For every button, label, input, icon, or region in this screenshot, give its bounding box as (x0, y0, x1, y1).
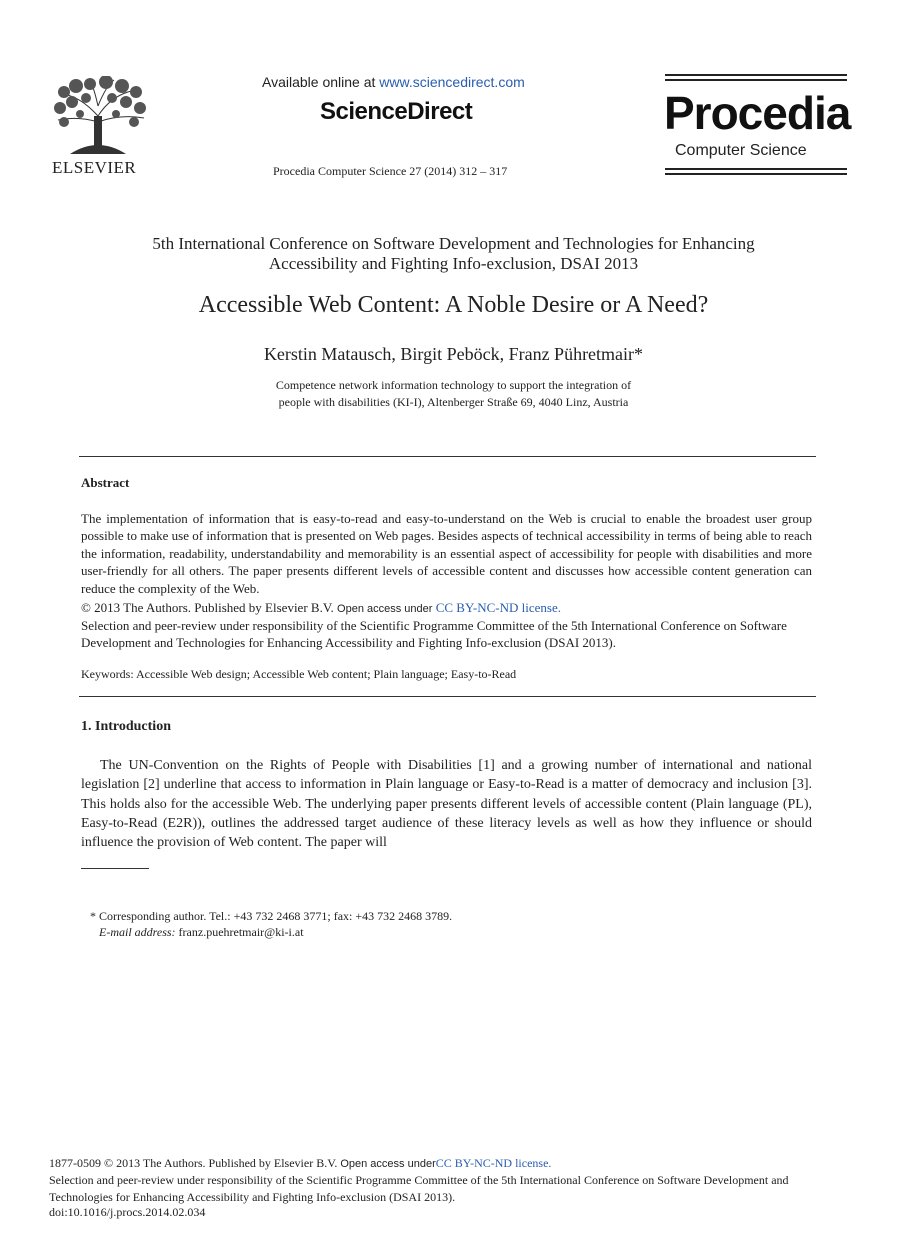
available-prefix: Available online at (262, 74, 380, 90)
affiliation-line-1: Competence network information technology to support the integration of (275, 378, 632, 392)
sciencedirect-brand: ScienceDirect (320, 98, 473, 125)
email-footnote (99, 925, 304, 940)
introduction-body: The UN-Convention on the Rights of People with Disabilities [1] and a growing number of international and national legislation [2] underline that access to information in Plain language or Easy-to-Read is a matter of democracy and inclusion [3]. This holds also for the accessible Web. The underlying paper presents different levels of accessible content (Plain language (PL), Easy-to-Read (E2R)), outlines the addressed target audience of these literacy levels as well as how they influence or should influence the provision of Web content. The paper will (81, 758, 812, 851)
license-link[interactable]: CC BY-NC-ND license. (435, 600, 561, 615)
footer-peer-review: Selection and peer-review under responsibility of the Scientific Programme Committee of the 5th International Conference on Software Development and Technologies for Enhancing Accessibility and Fighting Info-exclusion (DSAI 2013). (49, 1173, 789, 1204)
procedia-wordmark: Procedia (664, 87, 851, 139)
footer-issn-copyright: 1877-0509 © 2013 The Authors. Published by Elsevier B.V. (49, 1156, 338, 1170)
abstract-body: The implementation of information that is easy-to-read and easy-to-understand on the Web is crucial to enable the broadest user group possible to make use of information that is presented on Web pages. Besides aspects of technical accessibility in terms of being able to reach the information, readability, understandability and memorability is an essential aspect of accessibility for people with disabilities and more user-friendly for all others. The paper presents different levels of accessible content and discusses how accessible content generation can reduce the complexity of the Web. (81, 511, 812, 596)
abstract-heading: Abstract (81, 475, 130, 490)
copyright-text: © 2013 The Authors. Published by Elsevier B.V. (81, 600, 334, 615)
available-online-line (262, 74, 525, 90)
keywords: Keywords: Accessible Web design; Accessible Web content; Plain language; Easy-to-Read (81, 667, 517, 681)
footnote-rule (81, 868, 149, 869)
footer-copyright (49, 1156, 551, 1171)
procedia-subtitle: Computer Science (675, 142, 807, 159)
author-list: Kerstin Matausch, Birgit Peböck, Franz Pühretmair* (263, 344, 644, 364)
abstract-top-rule (79, 456, 816, 457)
conference-line-2: Accessibility and Fighting Info-exclusion, DSAI 2013 (268, 254, 639, 273)
footer-license-link[interactable]: CC BY-NC-ND license. (435, 1156, 552, 1170)
peer-review-statement: Selection and peer-review under responsibility of the Scientific Programme Committee of the 5th International Conference on Software Development and Technologies for Enhancing Accessibility and Fighting Info-exclusion (DSAI 2013). (81, 618, 787, 651)
paper-title: Accessible Web Content: A Noble Desire or A Need? (198, 292, 709, 318)
email-address: franz.puehretmair@ki-i.at (178, 925, 304, 939)
elsevier-wordmark: ELSEVIER (52, 158, 137, 177)
footer-doi[interactable]: doi:10.1016/j.procs.2014.02.034 (49, 1205, 206, 1219)
email-label: E-mail address: (99, 925, 176, 939)
section-heading-introduction: 1. Introduction (81, 719, 171, 734)
abstract-bottom-rule (79, 696, 816, 697)
conference-line-1: 5th International Conference on Software Development and Technologies for Enhancing (152, 234, 755, 253)
sciencedirect-link[interactable]: www.sciencedirect.com (379, 74, 525, 90)
corresponding-author-footnote: * Corresponding author. Tel.: +43 732 2468 3771; fax: +43 732 2468 3789. (90, 909, 453, 923)
affiliation-line-2: people with disabilities (KI-I), Altenberger Straße 69, 4040 Linz, Austria (278, 395, 629, 409)
journal-reference: Procedia Computer Science 27 (2014) 312 – 317 (273, 164, 508, 178)
copyright-line (81, 600, 561, 616)
open-access-text: Open access under (337, 603, 433, 615)
footer-open-access: Open access under (340, 1158, 436, 1170)
